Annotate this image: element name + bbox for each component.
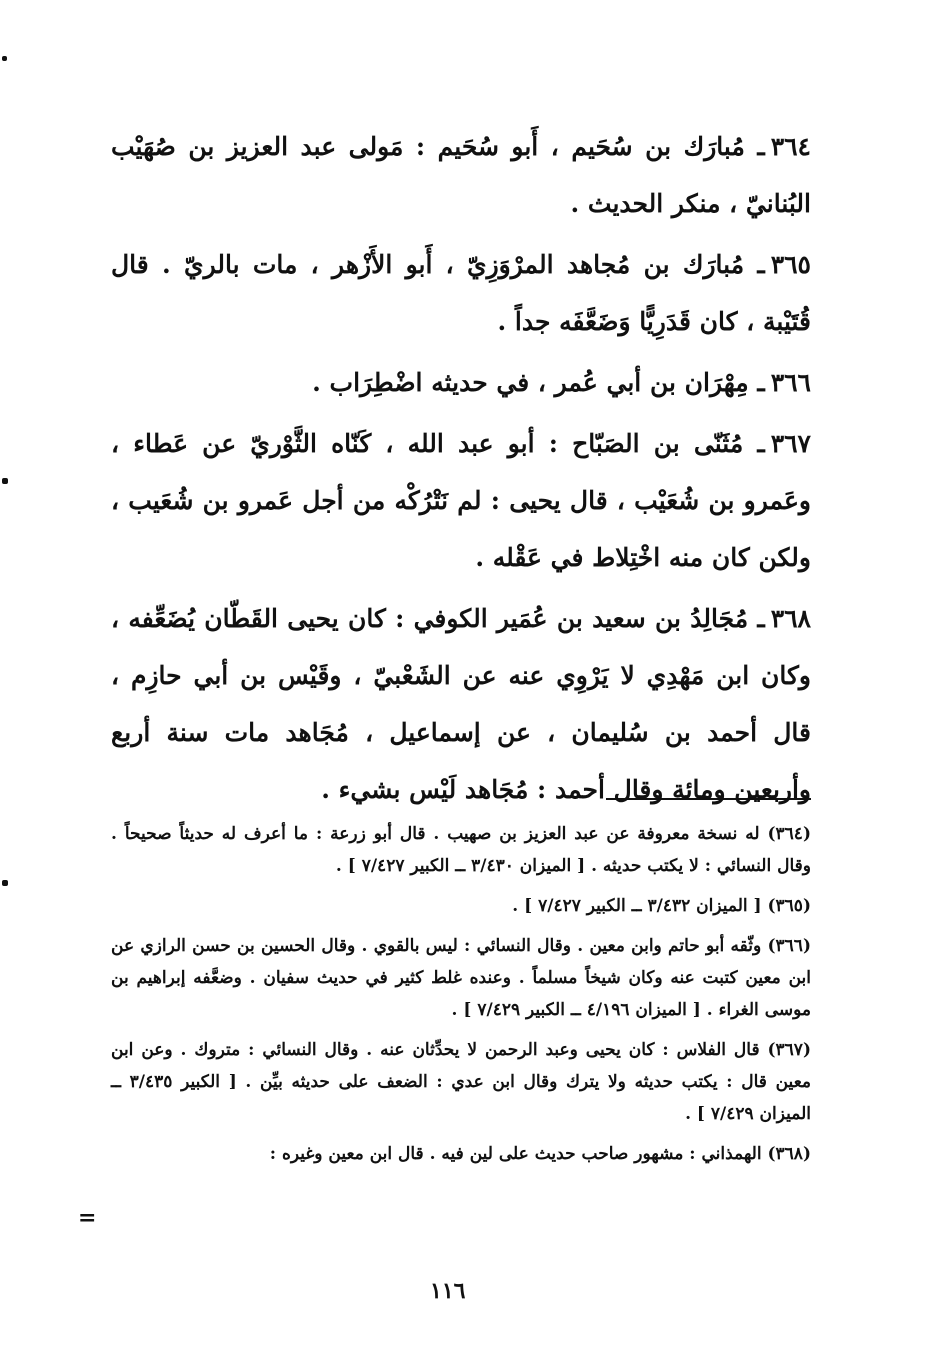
scan-speck-lower	[2, 880, 8, 886]
footnote-365	[111, 890, 811, 922]
footnote-text: له نسخة معروفة عن عبد العزيز بن صهيب . قال أبو زرعة : ما أعرف له حديثاً صحيحاً . وقال النسائي : لا يكتب حديثه . [ الميزان ٣/٤٣٠ ــ الكبير ٧/٤٢٧ ] .	[111, 824, 811, 876]
entry-number: ٣٦٤	[770, 132, 811, 161]
scan-speck-top	[2, 56, 7, 61]
footnote-366	[111, 930, 811, 1026]
page-number: ١١٦	[430, 1278, 466, 1304]
biography-entry-368	[111, 590, 811, 818]
footnote-ref: (٣٦٧)	[767, 1040, 811, 1060]
entry-text: ـ مُجَالِدُ بن سعيد بن عُمَير الكوفي : كان يحيى القَطّان يُضَعِّفه ، وكان ابن مَهْدِي لا يَرْوِي عنه عن الشَعْبيّ ، وقَيْس بن أبي حازِم ، قال أحمد بن سُليمان ، عن إسماعيل ، مُجَاهد مات سنة أربع وأربعين ومائة وقال أحمد : مُجَاهد لَيْس بشيء .	[111, 604, 811, 804]
biography-entry-365	[111, 236, 811, 350]
entry-text: ـ مُبارَك بن مُجاهد المرْوَزِيّ ، أَبو الأَزْهر ، مات بالريّ . قال قُتَيْبة ، كان قَدَرِيًّا وَضَعَّفَه جداً .	[111, 250, 811, 336]
footnote-367	[111, 1034, 811, 1130]
footnote-separator	[606, 798, 811, 800]
biography-entry-366	[111, 354, 811, 411]
entry-number: ٣٦٧	[770, 429, 811, 458]
footnote-ref: (٣٦٦)	[767, 936, 811, 956]
main-text-body	[111, 118, 811, 822]
footnote-text: [ الميزان ٣/٤٣٢ ــ الكبير ٧/٤٢٧ ] .	[512, 896, 762, 916]
biography-entry-364	[111, 118, 811, 232]
footnote-ref: (٣٦٥)	[767, 896, 811, 916]
footnote-ref: (٣٦٨)	[767, 1144, 811, 1164]
entry-number: ٣٦٨	[770, 604, 811, 633]
footnote-364	[111, 818, 811, 882]
scan-speck-middle	[2, 478, 8, 484]
footnotes-section	[111, 818, 811, 1178]
entry-number: ٣٦٦	[770, 368, 811, 397]
footnote-368	[111, 1138, 811, 1170]
entry-number: ٣٦٥	[770, 250, 811, 279]
footnote-text: قال الفلاس : كان يحيى وعبد الرحمن لا يحدِّثان عنه . وقال النسائي : متروك . وعن ابن معين قال : يكتب حديثه ولا يترك وقال ابن عدي : الضعف على حديثه بيِّن . [ الكبير ٣/٤٣٥ ــ الميزان ٧/٤٢٩ ] .	[111, 1040, 811, 1124]
footnote-text: وثّقه أبو حاتم وابن معين . وقال النسائي : ليس بالقوي . وقال الحسين بن حسن الرازي عن ابن معين كتبت عنه وكان شيخاً مسلماً . وعنده غلط كثير في حديث سفيان . وضعَّفه إبراهيم بن موسى الغراء . [ الميزان ٤/١٩٦ ــ الكبير ٧/٤٢٩ ] .	[111, 936, 811, 1020]
continuation-mark: =	[78, 1205, 97, 1231]
footnote-text: الهمذاني : مشهور صاحب حديث على لين فيه . قال ابن معين وغيره :	[269, 1144, 762, 1164]
entry-text: ـ مُثَنّى بن الصَبّاح : أبو عبد الله ، كَنّاه الثَّوْريّ عن عَطاء ، وعَمرو بن شُعَيْب ، قال يحيى : لم نَتْرُكْه من أجل عَمرو بن شُعَيب ، ولكن كان منه اخْتِلاط في عَقْله .	[111, 429, 811, 572]
footnote-ref: (٣٦٤)	[767, 824, 811, 844]
biography-entry-367	[111, 415, 811, 586]
entry-text: ـ مِهْرَان بن أبي عُمر ، في حديثه اضْطِرَاب .	[312, 368, 765, 397]
entry-text: ـ مُبارَك بن سُحَيم ، أَبو سُحَيم : مَولى عبد العزيز بن صُهَيْب البُنانيّ ، منكر الحديث .	[111, 132, 811, 218]
